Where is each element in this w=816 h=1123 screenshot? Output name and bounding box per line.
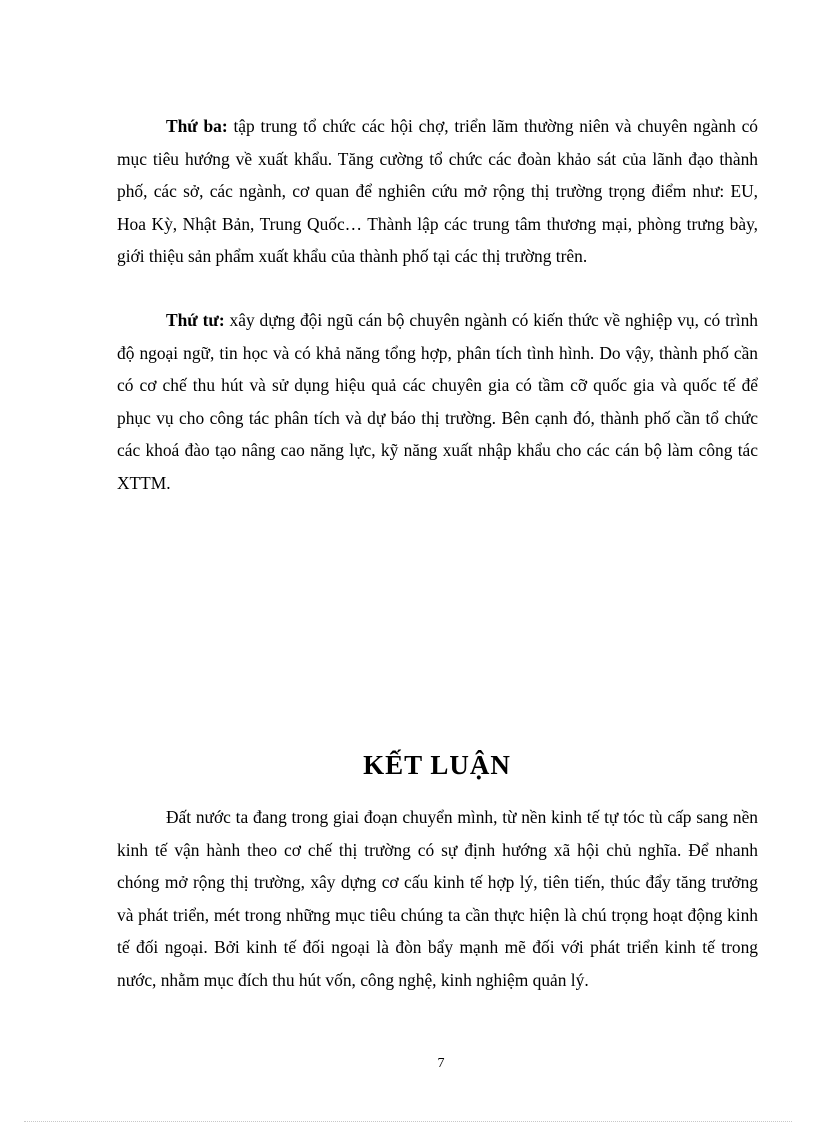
paragraph-lead: Thứ ba: [166,116,228,136]
paragraph-thu-tu [117,304,758,499]
page-bottom-divider [24,1121,792,1122]
conclusion-paragraph [117,801,758,996]
paragraph-thu-ba [117,110,758,273]
paragraph-body: xây dựng đội ngũ cán bộ chuyên ngành có kiến thức về nghiệp vụ, có trình độ ngoại ngữ, tin học và có khả năng tổng hợp, phân tích tình hình. Do vậy, thành phố cần có cơ chế thu hút và sử dụng hiệu quả các chuyên gia có tầm cỡ quốc gia và quốc tế để phục vụ cho công tác phân tích và dự báo thị trường. Bên cạnh đó, thành phố cần tổ chức các khoá đào tạo nâng cao năng lực, kỹ năng xuất nhập khẩu cho các cán bộ làm công tác XTTM. [117,310,758,493]
conclusion-heading: KẾT LUẬN [363,750,511,780]
page-number: 7 [437,1056,445,1071]
paragraph-lead: Thứ tư: [166,310,225,330]
paragraph-body: tập trung tổ chức các hội chợ, triển lãm thường niên và chuyên ngành có mục tiêu hướng về xuất khẩu. Tăng cường tổ chức các đoàn khảo sát của lãnh đạo thành phố, các sở, các ngành, cơ quan để nghiên cứu mở rộng thị trường trọng điểm như: EU, Hoa Kỳ, Nhật Bản, Trung Quốc… Thành lập các trung tâm thương mại, phòng trưng bày, giới thiệu sản phẩm xuất khẩu của thành phố tại các thị trường trên. [117,116,758,266]
paragraph-body: Đất nước ta đang trong giai đoạn chuyển mình, từ nền kinh tế tự tóc tù cấp sang nền kinh tế vận hành theo cơ chế thị trường có sự định hướng xã hội chủ nghĩa. Để nhanh chóng mở rộng thị trường, xây dựng cơ cấu kinh tế hợp lý, tiên tiến, thúc đẩy tăng trưởng và phát triển, mét trong những mục tiêu chúng ta cần thực hiện là chú trọng hoạt động kinh tế đối ngoại. Bởi kinh tế đối ngoại là đòn bẩy mạnh mẽ đối với phát triển kinh tế trong nước, nhằm mục đích thu hút vốn, công nghệ, kinh nghiệm quản lý. [117,807,758,990]
